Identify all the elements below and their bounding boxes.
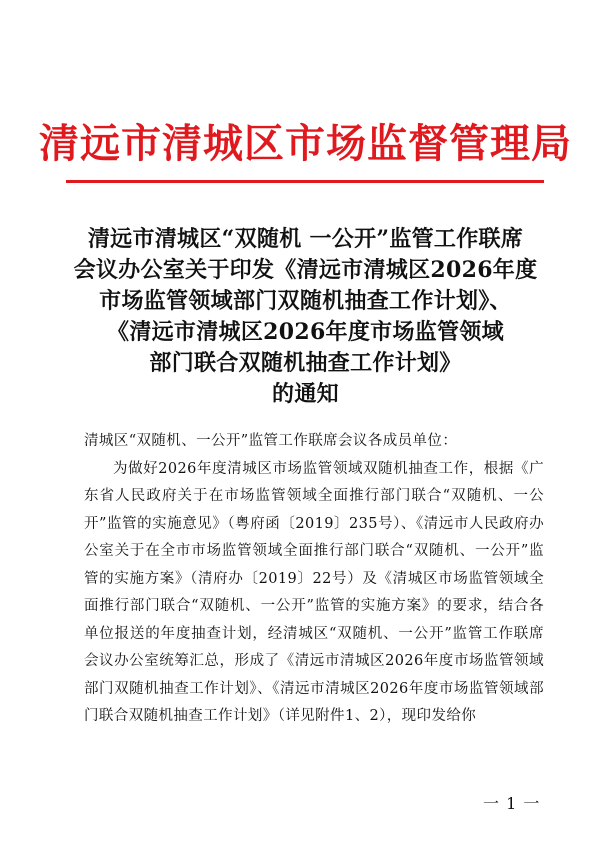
title-line: 《清远市清城区2026年度市场监管领域 bbox=[107, 319, 504, 345]
title-line: 清远市清城区“双随机 一公开”监管工作联席 bbox=[87, 226, 524, 252]
title-line: 的通知 bbox=[272, 381, 339, 407]
title-line: 会议办公室关于印发《清远市清城区2026年度 bbox=[73, 257, 538, 283]
salutation: 清城区“双随机、一公开”监管工作联席会议各成员单位： bbox=[84, 433, 458, 449]
title-line: 市场监管领域部门双随机抽查工作计划》、 bbox=[99, 288, 512, 314]
agency-header: 清远市清城区市场监督管理局 bbox=[39, 121, 572, 167]
title-line: 部门联合双随机抽查工作计划》 bbox=[149, 350, 462, 376]
document-body bbox=[84, 428, 544, 731]
page-number: 一 1 一 bbox=[483, 794, 541, 813]
document-title bbox=[40, 224, 571, 410]
body-paragraph: 为做好2026年度清城区市场监管领域双随机抽查工作，根据《广东省人民政府关于在市场监管领域全面推行部门联合“双随机、一公开”监管的实施意见》（粤府函〔2019〕235号）、《清远市人民政府办公室关于在全市市场监管领域全面推行部门联合“双随机、一公开”监管的实施方案》（清府办〔2019〕22号）及《清城区市场监管领域全面推行部门联合“双随机、一公开”监管的实施方案》的要求，结合各单位报送的年度抽查计划，经清城区“双随机、一公开”监管工作联席会议办公室统筹汇总，形成了《清远市清城区2026年度市场监管领域部门双随机抽查工作计划》、《清远市清城区2026年度市场监管领域部门联合双随机抽查工作计划》（详见附件1、2），现印发给你 bbox=[84, 460, 544, 724]
red-header-rule bbox=[66, 180, 544, 183]
